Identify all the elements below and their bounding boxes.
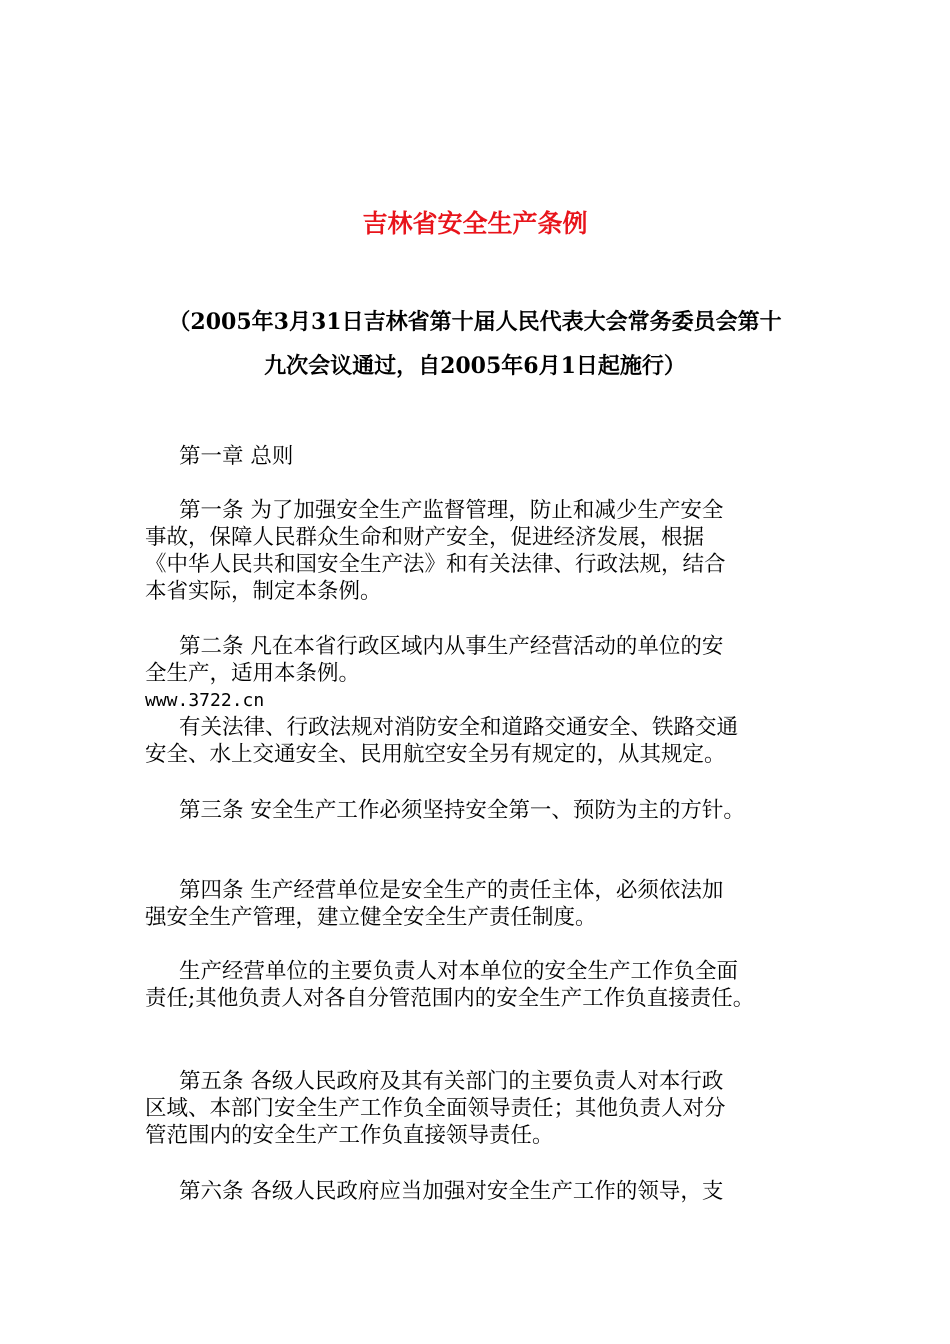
chapter-heading [145,443,825,470]
subtitle-line-2: 九次会议通过，自2005年6月1日起施行） [264,353,686,379]
article-1-line-1: 第一条 为了加强安全生产监督管理，防止和减少生产安全 [179,498,724,523]
article-4-line-2: 强安全生产管理，建立健全安全生产责任制度。 [145,905,597,930]
article-5-line-2: 区域、本部门安全生产工作负全面领导责任；其他负责人对分 [145,1096,726,1121]
article-1-line-4: 本省实际，制定本条例。 [145,579,382,604]
chapter-1-title: 第一章 总则 [179,444,294,469]
article-1 [145,497,825,605]
article-4 [145,877,825,931]
article-2-line-2: 全生产，适用本条例。 [145,661,361,686]
article-1-line-3: 《中华人民共和国安全生产法》和有关法律、行政法规，结合 [145,552,726,577]
article-2-para-2-line-2: 安全、水上交通安全、民用航空安全另有规定的，从其规定。 [145,742,726,767]
article-6-line-1: 第六条 各级人民政府应当加强对安全生产工作的领导，支 [179,1179,724,1204]
article-4-para-2-line-1: 生产经营单位的主要负责人对本单位的安全生产工作负全面 [179,959,739,984]
article-5-line-1: 第五条 各级人民政府及其有关部门的主要负责人对本行政 [179,1069,724,1094]
article-2-line-1: 第二条 凡在本省行政区域内从事生产经营活动的单位的安 [179,634,724,659]
article-4-para-2 [145,958,825,1012]
article-3-line-1: 第三条 安全生产工作必须坚持安全第一、预防为主的方针。 [179,798,745,823]
article-5 [145,1068,825,1149]
article-4-line-1: 第四条 生产经营单位是安全生产的责任主体，必须依法加 [179,878,724,903]
article-2 [145,633,825,768]
article-2-para-2-line-1: 有关法律、行政法规对消防安全和道路交通安全、铁路交通 [179,715,739,740]
document-title: 吉林省安全生产条例 [362,209,588,238]
document-subtitle [120,300,830,388]
article-5-line-3: 管范围内的安全生产工作负直接领导责任。 [145,1123,554,1148]
subtitle-line-1: （2005年3月31日吉林省第十届人民代表大会常务委员会第十 [168,309,782,335]
article-4-para-2-line-2: 责任;其他负责人对各自分管范围内的安全生产工作负直接责任。 [145,986,755,1011]
article-1-line-2: 事故，保障人民群众生命和财产安全，促进经济发展，根据 [145,525,705,550]
watermark-url: www.3722.cn [145,690,265,711]
article-6 [145,1178,825,1205]
article-3 [145,797,825,824]
